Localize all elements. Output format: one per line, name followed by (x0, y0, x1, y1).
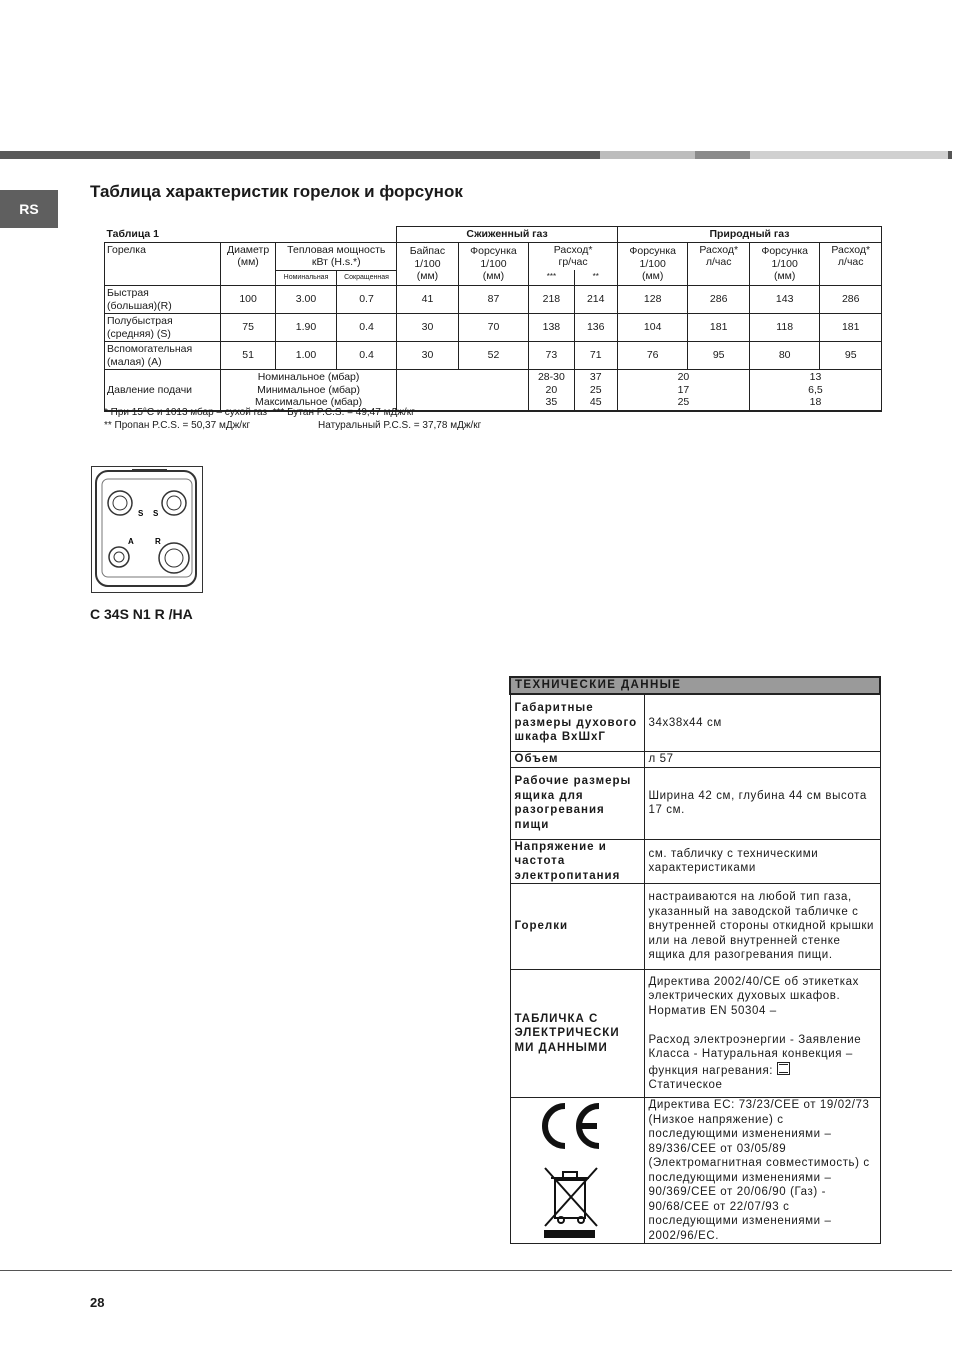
header-ng-nozzle-1: Форсунка 1/100 (мм) (617, 242, 688, 286)
cell: 73 (529, 342, 574, 370)
burner-table (104, 226, 882, 412)
tech-label: Горелки (510, 884, 644, 970)
tech-label: Рабочие размеры ящика для разогревания пищи (510, 767, 644, 839)
header-lpg-flow: Расход* гр/час (529, 242, 618, 270)
cell: 95 (820, 342, 882, 370)
model-name: C 34S N1 R /HA (90, 606, 193, 622)
cell: 80 (749, 342, 820, 370)
header-propane: ** (574, 270, 617, 286)
header-band-dark (0, 151, 600, 159)
cell: 138 (529, 314, 574, 342)
page-number: 28 (90, 1295, 105, 1310)
table-notes (104, 406, 481, 432)
pressure-row (105, 370, 882, 411)
header-power-nominal: Номинальная (276, 270, 336, 286)
cell: 286 (688, 286, 749, 314)
tech-label: ТАБЛИЧКА С ЭЛЕКТРИЧЕСКИ МИ ДАННЫМИ (510, 970, 644, 1098)
header-band-mid (695, 151, 750, 159)
tech-header: ТЕХНИЧЕСКИЕ ДАННЫЕ (510, 677, 880, 694)
tech-value: Директива 2002/40/CE об этикетках электрических духовых шкафов. Норматив EN 50304 – Расход электроэнергии - Заявление Класса - Натуральная конвекция – функция нагревания: Статическое (644, 970, 880, 1098)
cell: 3.00 (276, 286, 336, 314)
cell: 30 (397, 342, 458, 370)
tech-value: настраиваются на любой тип газа, указанный на заводской табличке с внутренней стороны откидной крышки или на левой внутренней стенке ящика для разогревания пищи. (644, 884, 880, 970)
note-1b: *** Бутан P.C.S. = 49,47 мДж/кг (272, 407, 415, 418)
tech-label: Габаритные размеры духового шкафа ВхШхГ (510, 694, 644, 752)
hob-diagram (91, 466, 203, 593)
tech-symbols (510, 1098, 644, 1244)
header-lpg-nozzle: Форсунка 1/100 (мм) (458, 242, 529, 286)
ce-mark-icon (545, 1106, 599, 1146)
burner-label-s1: S (138, 509, 144, 518)
pressure-empty (397, 370, 529, 411)
cell: 75 (220, 314, 275, 342)
tech-value: Директива ЕС: 73/23/CEE от 19/02/73 (Низкое напряжение) с последующими изменениями – 89/336/CEE от 03/05/89 (Электромагнитная совместимость) с последующими изменениями – 90/369/CEE от 20/06/90 (Газ) - 90/68/CEE от 22/07/93 с последующими изменениями – 2002/96/EC. (644, 1098, 880, 1244)
cell: 286 (820, 286, 882, 314)
cell: 1.90 (276, 314, 336, 342)
group-natural: Природный газ (617, 227, 881, 243)
cell: 100 (220, 286, 275, 314)
tech-value: 34x38x44 см (644, 694, 880, 752)
burner-label-a: A (128, 537, 134, 546)
header-ng-flow-1: Расход* л/час (688, 242, 749, 286)
oven-static-icon (777, 1062, 790, 1075)
cell: 1.00 (276, 342, 336, 370)
cell: 87 (458, 286, 529, 314)
header-diameter: Диаметр (мм) (220, 242, 275, 286)
cell: 136 (574, 314, 617, 342)
tech-row (510, 884, 880, 970)
tech-data-table (509, 676, 881, 1244)
cell: 143 (749, 286, 820, 314)
burner-name: Полубыстрая (средняя) (S) (105, 314, 221, 342)
tech-row (510, 752, 880, 768)
tech-value: Ширина 42 см, глубина 44 см высота 17 см. (644, 767, 880, 839)
cell: 118 (749, 314, 820, 342)
table-row (105, 286, 882, 314)
cell: 41 (397, 286, 458, 314)
cell: 71 (574, 342, 617, 370)
burner-label-r: R (155, 537, 161, 546)
cell: 218 (529, 286, 574, 314)
header-ng-nozzle-2: Форсунка 1/100 (мм) (749, 242, 820, 286)
weee-bar-icon (544, 1230, 595, 1238)
cell: 128 (617, 286, 688, 314)
table-row (105, 314, 882, 342)
cell: 0.7 (336, 286, 396, 314)
burner-name: Быстрая (большая)(R) (105, 286, 221, 314)
header-bypass: Байпас 1/100 (мм) (397, 242, 458, 286)
cell: 181 (688, 314, 749, 342)
tech-row (510, 839, 880, 884)
note-2b: Натуральный P.C.S. = 37,78 мДж/кг (318, 420, 482, 431)
pressure-ng-1: 20 17 25 (617, 370, 749, 411)
tech-value: л 57 (644, 752, 880, 768)
page-title: Таблица характеристик горелок и форсунок (90, 182, 463, 201)
tech-value: см. табличку с техническими характеристиками (644, 839, 880, 884)
cell: 181 (820, 314, 882, 342)
hob-diagram-drawing (92, 467, 202, 592)
pressure-propane: 37 25 45 (574, 370, 617, 411)
burner-name: Вспомогательная (малая) (A) (105, 342, 221, 370)
tech-row (510, 694, 880, 752)
cell: 0.4 (336, 314, 396, 342)
cell: 70 (458, 314, 529, 342)
header-power-reduced: Сокращенная (336, 270, 396, 286)
cell: 0.4 (336, 342, 396, 370)
header-ng-flow-2: Расход* л/час (820, 242, 882, 286)
cell: 104 (617, 314, 688, 342)
tech-row (510, 970, 880, 1098)
note-1a: * При 15°C и 1013 мбар – сухой газ (104, 407, 268, 418)
cell: 76 (617, 342, 688, 370)
language-tab: RS (0, 190, 58, 228)
tech-row (510, 1098, 880, 1244)
cell: 52 (458, 342, 529, 370)
cell: 214 (574, 286, 617, 314)
table-row (105, 342, 882, 370)
header-butane: *** (529, 270, 574, 286)
pressure-butane: 28-30 20 35 (529, 370, 574, 411)
header-band-end (948, 151, 952, 159)
footer-divider (0, 1270, 952, 1271)
tech-label: Напряжение и частота электропитания (510, 839, 644, 884)
weee-bin-icon (545, 1168, 597, 1226)
pressure-levels: Номинальное (мбар) Минимальное (мбар) Максимальное (мбар) (220, 370, 396, 411)
burner-label-s2: S (153, 509, 159, 518)
header-burner: Горелка (105, 242, 221, 286)
pressure-label: Давление подачи (105, 370, 221, 411)
ce-weee-marks (515, 1098, 635, 1238)
tech-row (510, 767, 880, 839)
cell: 30 (397, 314, 458, 342)
header-power: Тепловая мощность кВт (H.s.*) (276, 242, 397, 270)
header-band-light (600, 151, 695, 159)
cell: 95 (688, 342, 749, 370)
pressure-ng-2: 13 6,5 18 (749, 370, 881, 411)
table-caption: Таблица 1 (105, 227, 397, 243)
tech-label: Объем (510, 752, 644, 768)
cell: 51 (220, 342, 275, 370)
header-band-light-2 (750, 151, 948, 159)
note-2a: ** Пропан P.C.S. = 50,37 мДж/кг (104, 420, 251, 431)
group-lpg: Сжиженный газ (397, 227, 618, 243)
